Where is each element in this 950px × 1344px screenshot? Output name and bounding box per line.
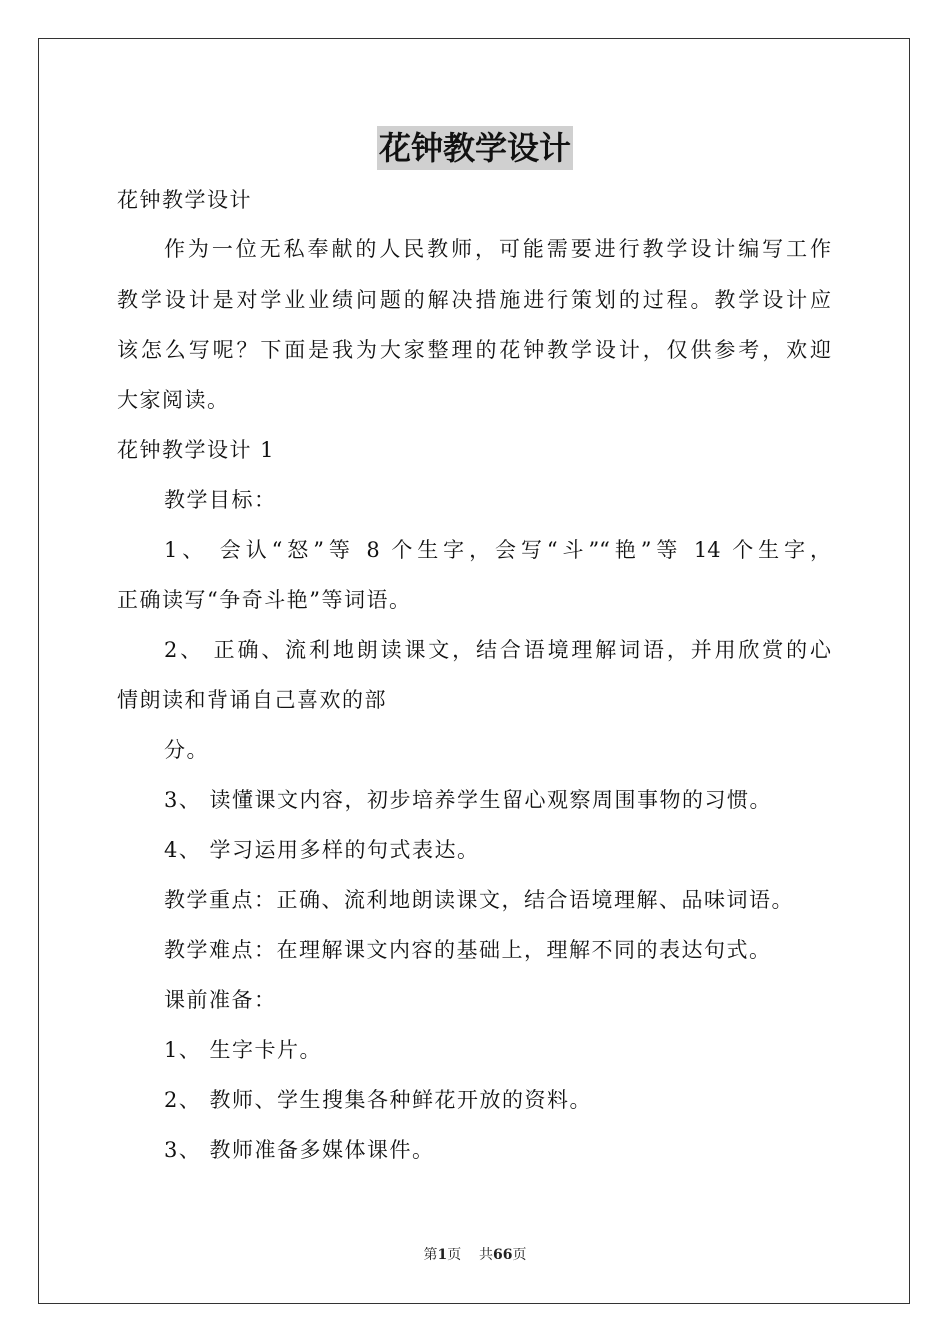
- key-point: 教学重点：正确、流利地朗读课文，结合语境理解、品味词语。: [164, 888, 794, 912]
- page-footer: [0, 1245, 950, 1265]
- total-suffix: 页: [512, 1247, 527, 1263]
- goal-line-4: 情朗读和背诵自己喜欢的部: [117, 688, 387, 712]
- intro-line-4: 大家阅读。: [117, 388, 230, 412]
- document-subtitle: 花钟教学设计: [117, 188, 252, 212]
- title-container: [0, 126, 950, 170]
- goal-line-6: 3、 读懂课文内容，初步培养学生留心观察周围事物的习惯。: [164, 788, 773, 812]
- page-prefix: 第: [423, 1247, 438, 1263]
- goal-line-2: 正确读写“争奇斗艳”等词语。: [117, 588, 412, 612]
- total-pages: 66: [493, 1247, 513, 1263]
- goal-line-1: 1、 会认“怒”等 8 个生字，会写“斗”“艳”等 14 个生字，: [164, 538, 831, 562]
- difficult-point: 教学难点：在理解课文内容的基础上，理解不同的表达句式。: [164, 938, 772, 962]
- page-suffix: 页: [447, 1247, 462, 1263]
- prep-item-2: 2、 教师、学生搜集各种鲜花开放的资料。: [164, 1088, 593, 1112]
- goal-line-5: 分。: [164, 738, 209, 762]
- section-heading: 花钟教学设计 1: [117, 438, 276, 462]
- goal-line-7: 4、 学习运用多样的句式表达。: [164, 838, 480, 862]
- page-number: 1: [437, 1247, 448, 1263]
- prep-heading: 课前准备：: [164, 988, 277, 1012]
- goal-line-3: 2、 正确、流利地朗读课文，结合语境理解词语，并用欣赏的心: [164, 638, 831, 662]
- intro-line-1: 作为一位无私奉献的人民教师，可能需要进行教学设计编写工作: [164, 237, 831, 261]
- intro-line-3: 该怎么写呢？下面是我为大家整理的花钟教学设计，仅供参考，欢迎: [117, 338, 831, 362]
- prep-item-1: 1、 生字卡片。: [164, 1038, 323, 1062]
- intro-line-2: 教学设计是对学业业绩问题的解决措施进行策划的过程。教学设计应: [117, 288, 831, 312]
- prep-item-3: 3、 教师准备多媒体课件。: [164, 1138, 435, 1162]
- goals-heading: 教学目标：: [164, 488, 277, 512]
- total-prefix: 共: [479, 1247, 494, 1263]
- document-title: 花钟教学设计: [377, 126, 573, 170]
